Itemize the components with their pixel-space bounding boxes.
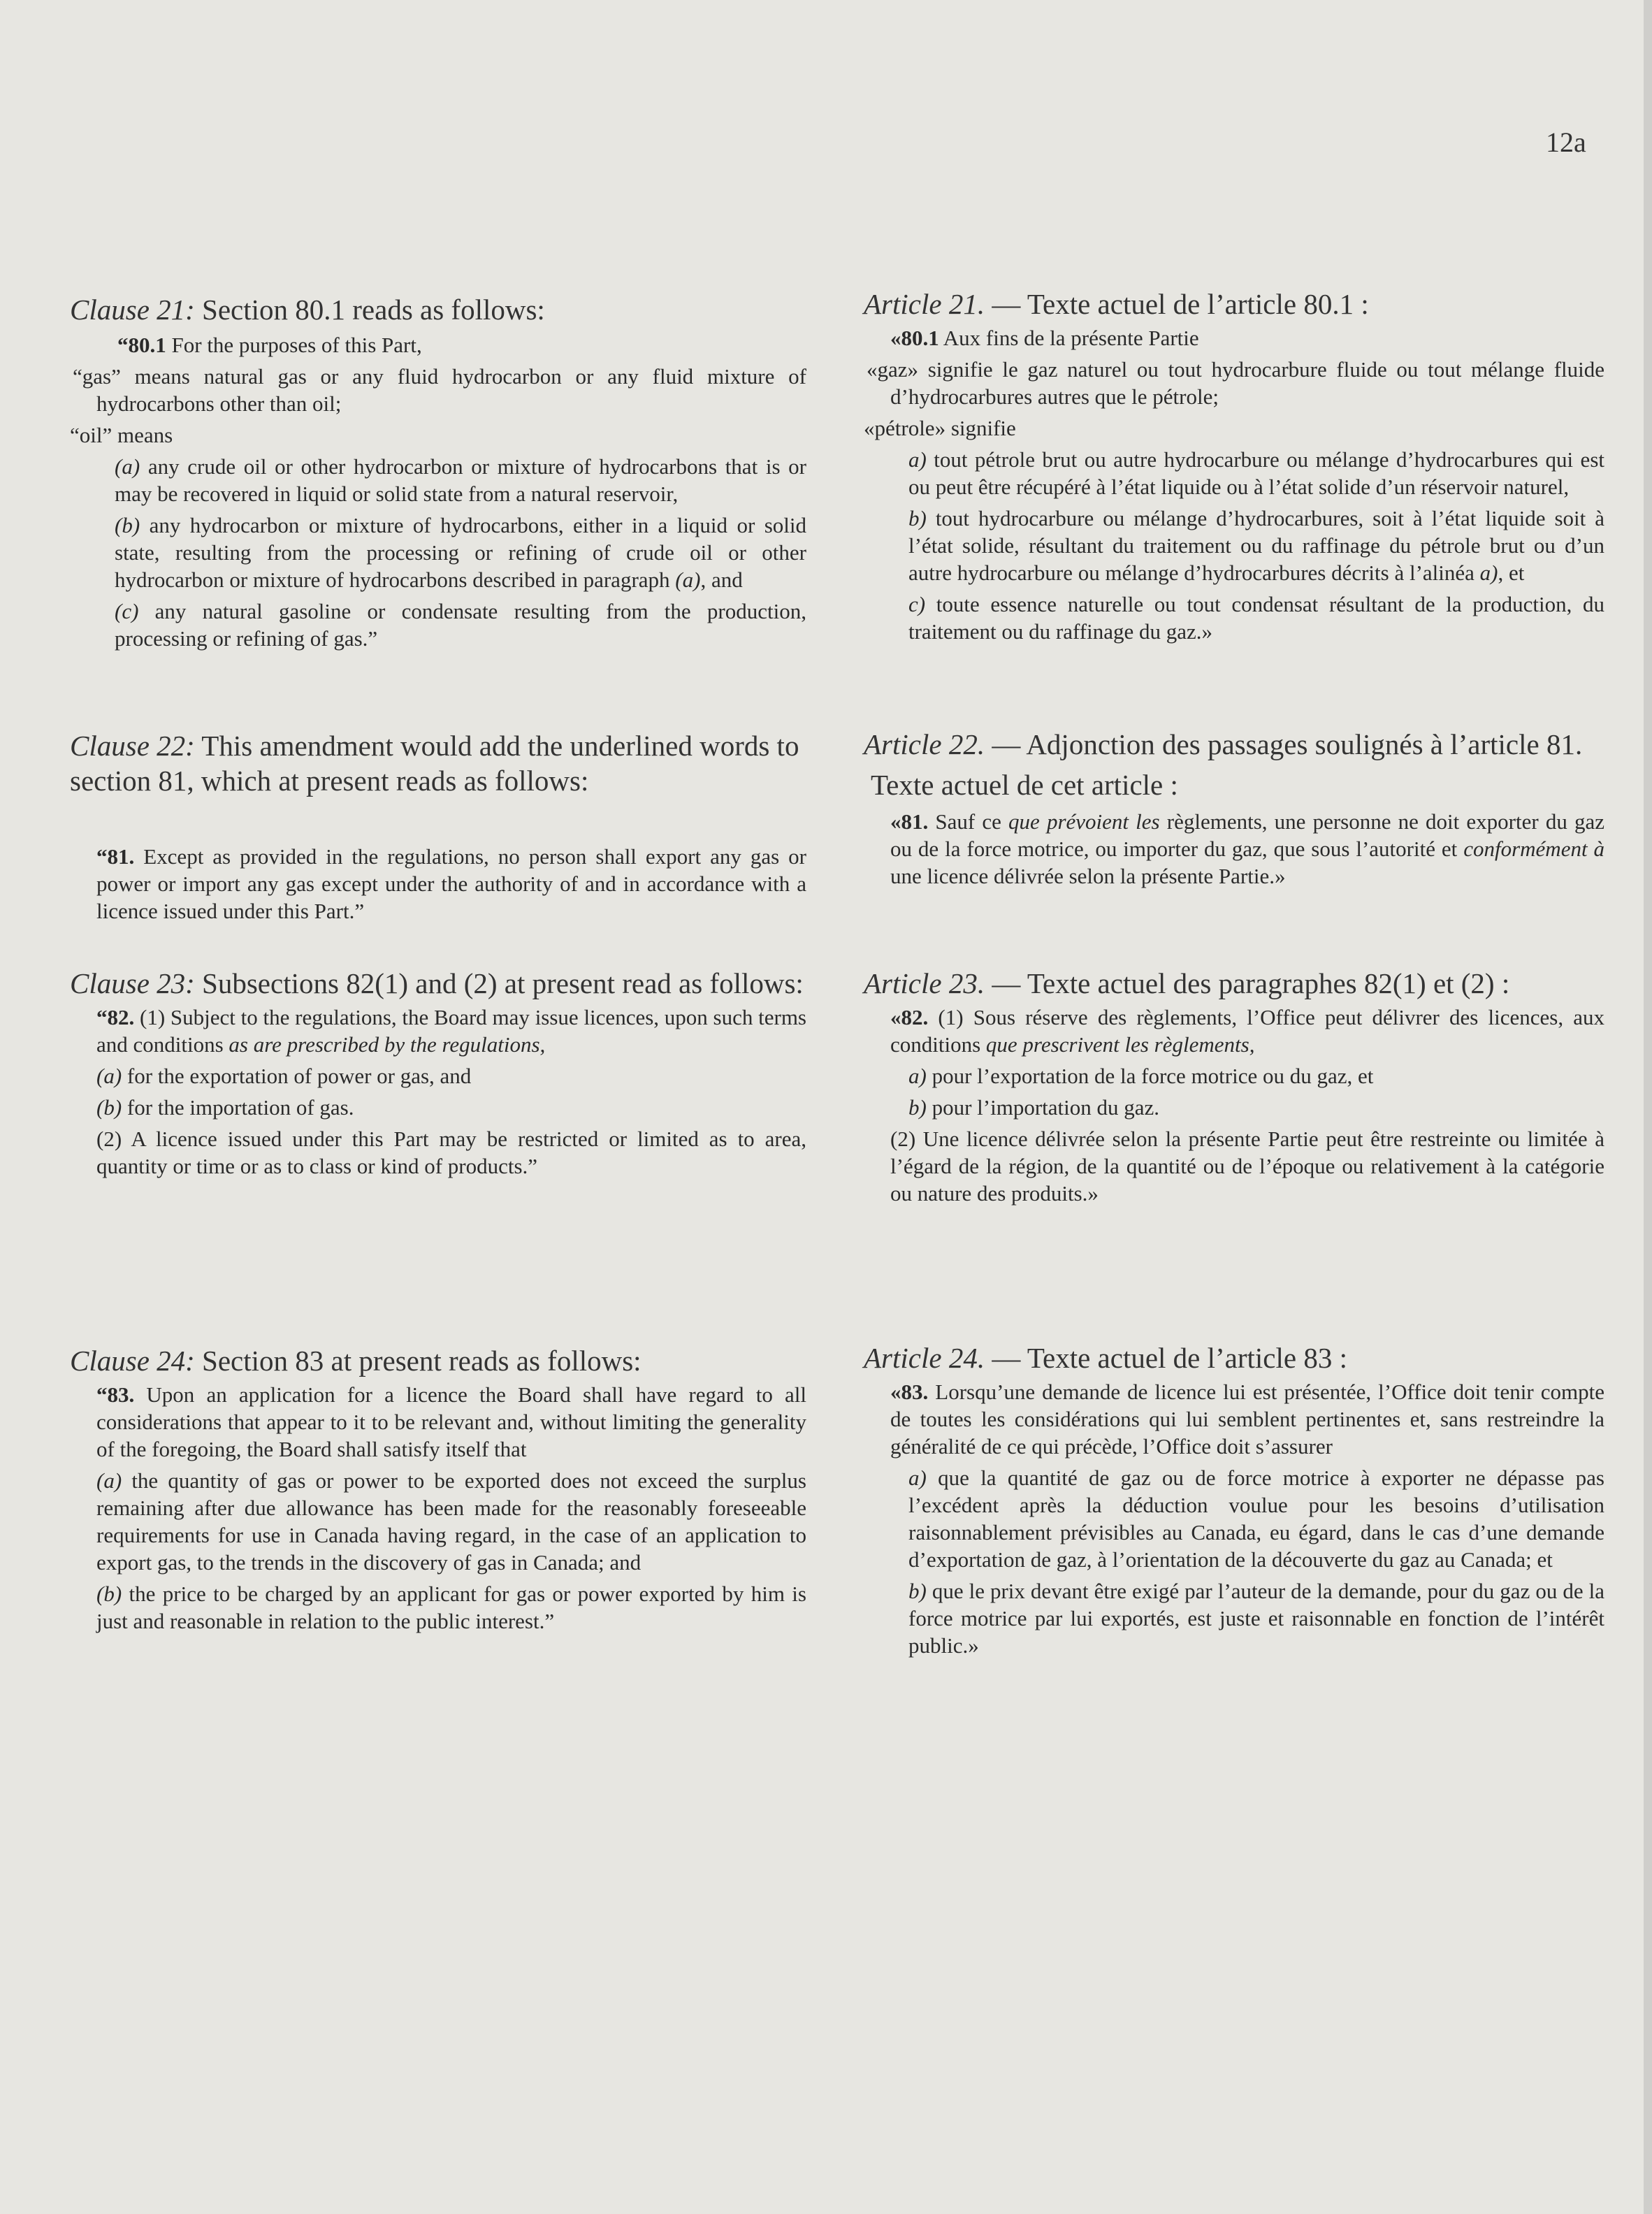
petrole-paragraph-c: c) toute essence naturelle ou tout condensat résultant de la production, du traitement ou du raffinage du gaz.» [908,592,1604,644]
article-21 [864,287,1604,645]
clause-24-heading: Clause 24: Section 83 at present reads as follows: [70,1345,642,1377]
clause-24-text: “83. Upon an application for a licence the Board shall have regard to all considerations that appear to it to be relevant and, without limiting the generality of the foregoing, the Board shall satisfy itself that [96,1382,806,1461]
page-edge [1644,0,1652,2214]
article-23 [864,966,1604,1207]
clause-23 [70,966,806,1180]
article-23-paragraph-b: b) pour l’importation du gaz. [908,1095,1160,1120]
gaz-definition: «gaz» signifie le gaz naturel ou tout hydrocarbure fluide ou tout mélange fluide d’hydrocarbures autres que le pétrole; [867,357,1604,409]
article-23-subsection-2: (2) Une licence délivrée selon la présente Partie peut être restreinte ou limitée à l’égard de la région, de la quantité ou de l’époque ou relativement à la catégorie ou nature des produits.» [890,1127,1604,1206]
petrole-paragraph-b: b) tout hydrocarbure ou mélange d’hydrocarbures, soit à l’état liquide soit à l’état solide, résultant du traitement ou du raffinage du pétrole brut ou d’un autre hydrocarbure ou mélange d’hydrocarbures décrits à l’alinéa a), et [908,506,1604,585]
article-24-paragraph-b: b) que le prix devant être exigé par l’auteur de la demande, pour du gaz ou de la force motrice par lui exportés, est juste et raisonnable en fonction de l’intérêt public.» [908,1579,1604,1658]
article-22-text: «81. Sauf ce que prévoient les règlements, une personne ne doit exporter du gaz ou de la force motrice, ou importer du gaz, que sous l’autorité et conformément à une licence délivrée selon la présente Partie.» [890,809,1605,888]
oil-paragraph-b: (b) any hydrocarbon or mixture of hydrocarbons, either in a liquid or solid state, resulting from the processing or refining of crude oil or other hydrocarbon or mixture of hydrocarbons described in paragraph (a), and [115,513,806,592]
article-22 [864,727,1604,890]
clause-22-text: “81. Except as provided in the regulations, no person shall export any gas or power or import any gas except under the authority of and in accordance with a licence issued under this Part.” [96,844,806,923]
petrole-paragraph-a: a) tout pétrole brut ou autre hydrocarbure ou mélange d’hydrocarbures qui est ou peut être récupéré à l’état liquide ou à l’état solide d’un réservoir naturel, [908,447,1604,499]
article-22-subheading: Texte actuel de cet article : [871,769,1178,801]
clause-23-subsection-2: (2) A licence issued under this Part may be restricted or limited as to area, quantity or time or as to class or kind of products.” [96,1127,806,1178]
oil-definition: “oil” means [70,423,173,447]
clause-23-heading: Clause 23: Subsections 82(1) and (2) at present read as follows: [70,967,804,999]
article-21-heading: Article 21. — Texte actuel de l’article 80.1 : [864,288,1369,320]
article-21-opening: «80.1 Aux fins de la présente Partie [890,326,1199,350]
article-24-paragraph-a: a) que la quantité de gaz ou de force motrice à exporter ne dépasse pas l’excédent après la déduction voulue pour les besoins d’utilisation raisonnablement prévisibles au Canada, eu égard, dans le cas d’une demande d’exportation de gaz, à l’orientation de la découverte du gaz au Canada; et [908,1466,1604,1572]
clause-24-paragraph-a: (a) the quantity of gas or power to be exported does not exceed the surplus remaining after due allowance has been made for the reasonably foreseeable requirements for use in Canada having regard, in the case of an application to export gas, to the trends in the discovery of gas in Canada; and [96,1468,806,1575]
page-number: 12a [1546,126,1586,158]
article-24-heading: Article 24. — Texte actuel de l’article 83 : [864,1342,1347,1374]
clause-21 [70,292,806,652]
article-23-heading: Article 23. — Texte actuel des paragraphes 82(1) et (2) : [864,967,1510,999]
article-24-text: «83. Lorsqu’une demande de licence lui est présentée, l’Office doit tenir compte de toutes les considérations qui lui semblent pertinentes et, sans restreindre la généralité de ce qui précède, l’Office doit s’assurer [890,1380,1604,1459]
article-24 [864,1340,1604,1659]
oil-paragraph-c: (c) any natural gasoline or condensate resulting from the production, processing or refining of gas.” [115,599,806,651]
clause-23-text: “82. (1) Subject to the regulations, the Board may issue licences, upon such terms and conditions as are prescribed by the regulations, [96,1005,806,1057]
article-23-text: «82. (1) Sous réserve des règlements, l’Office peut délivrer des licences, aux conditions que prescrivent les règlements, [890,1005,1604,1057]
article-22-heading: Article 22. — Adjonction des passages soulignés à l’article 81. [864,728,1583,760]
petrole-definition: «pétrole» signifie [864,416,1016,440]
clause-23-paragraph-b: (b) for the importation of gas. [96,1095,354,1120]
clause-24-paragraph-b: (b) the price to be charged by an applicant for gas or power exported by him is just and reasonable in relation to the public interest.” [96,1582,806,1633]
clause-24 [70,1343,806,1635]
clause-22-heading: Clause 22: This amendment would add the underlined words to section 81, which at present reads as follows: [70,730,799,797]
clause-23-paragraph-a: (a) for the exportation of power or gas, and [96,1064,472,1088]
oil-paragraph-a: (a) any crude oil or other hydrocarbon or mixture of hydrocarbons that is or may be recovered in liquid or solid state from a natural reservoir, [115,454,806,506]
article-23-paragraph-a: a) pour l’exportation de la force motrice ou du gaz, et [908,1064,1374,1088]
gas-definition: “gas” means natural gas or any fluid hydrocarbon or any fluid mixture of hydrocarbons other than oil; [73,364,806,416]
clause-21-heading: Clause 21: Section 80.1 reads as follows: [70,294,545,326]
clause-21-opening: “80.1 For the purposes of this Part, [117,333,422,357]
clause-22 [70,728,806,925]
